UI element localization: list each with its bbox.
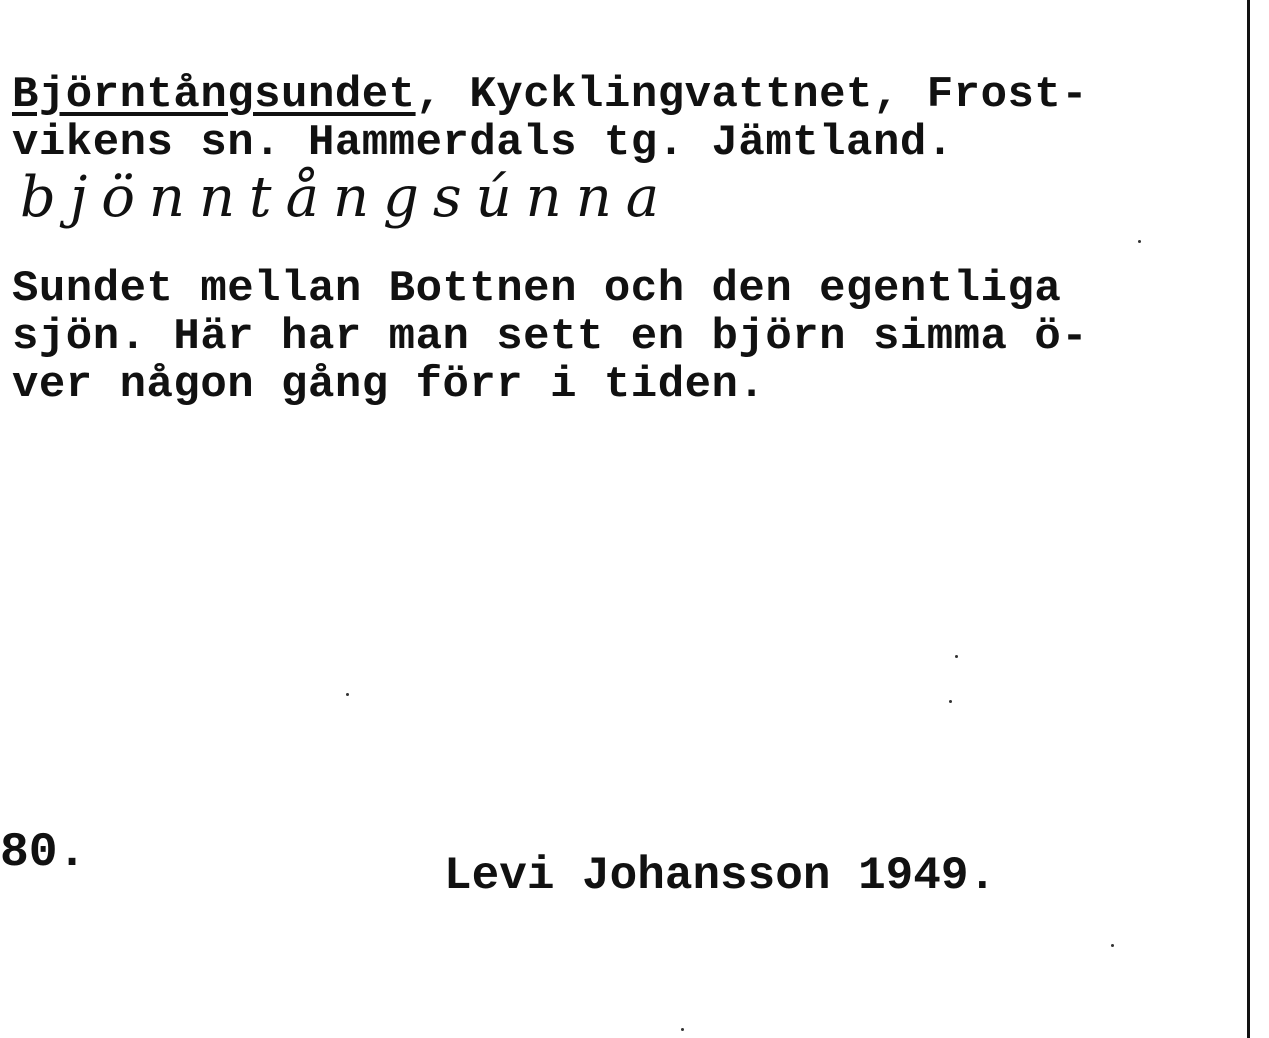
author-signature: Levi Johansson 1949.	[444, 850, 997, 902]
dust-speck	[949, 700, 952, 703]
dust-speck	[346, 693, 349, 696]
location-text: , Kycklingvattnet, Frost-	[415, 70, 1089, 120]
dust-speck	[1111, 944, 1114, 947]
parish-line: vikens sn. Hammerdals tg. Jämtland.	[12, 118, 954, 168]
dust-speck	[955, 655, 958, 658]
card-edge-line	[1247, 0, 1250, 1038]
description-line-3: ver någon gång förr i tiden.	[12, 360, 766, 410]
headword: Björntångsundet	[12, 70, 416, 120]
dust-speck	[1138, 240, 1141, 243]
card-number: 80.	[0, 826, 87, 880]
heading-line	[12, 72, 1088, 118]
dust-speck	[681, 1028, 684, 1031]
description-line-2: sjön. Här har man sett en björn simma ö-	[12, 312, 1089, 362]
description-line-1: Sundet mellan Bottnen och den egentliga	[12, 264, 1062, 314]
phonetic-handwriting: bjönntångsúnna	[20, 165, 674, 230]
